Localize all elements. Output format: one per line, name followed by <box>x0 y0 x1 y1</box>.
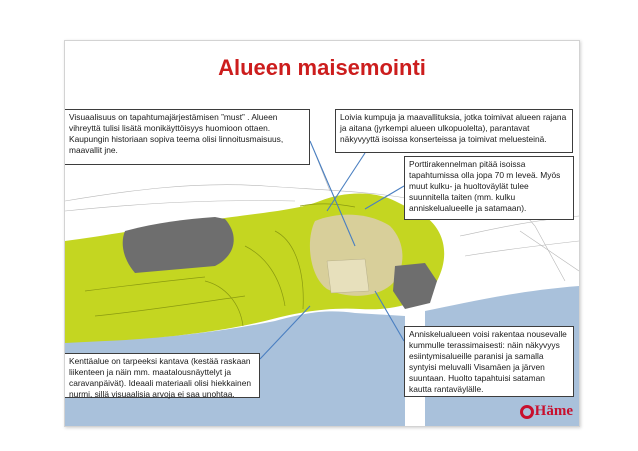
logo-mark-icon <box>520 405 534 419</box>
note-mounds: Loivia kumpuja ja maavallituksia, jotka toimivat alueen rajana ja aitana (jyrkempi alueen ulkopuolelta), parantavat näkyvyyttä isoissa konserteissa ja toimivat meluesteinä. <box>335 109 573 153</box>
note-serving-area: Anniskelualueen voisi rakentaa nousevalle kummulle terassimaisesti: näin näkyvyys esiintymisalueille paranisi ja samalla syntyisi meluvalli Visamäen ja järven suuntaan. Huolto tapahtuisi sataman kautta rantaväylälle. <box>404 326 574 397</box>
note-gate: Porttirakennelman pitää isoissa tapahtumissa olla jopa 70 m leveä. Myös muut kulku‐ ja huoltoväylät tulee suunnitella taiten (mm. kulku anniskelualueelle ja satamaan). <box>404 156 574 220</box>
parking-area <box>327 259 369 293</box>
page-title: Alueen maisemointi <box>218 55 426 80</box>
note-field-area: Kenttäalue on tarpeeksi kantava (kestää raskaan liikenteen ja näin mm. maatalousnäyttelyt ja caravanpäivät). Ideaali materiaali olisi hiekkainen nurmi, sillä visuaalisia arvoja ei saa unohtaa. <box>65 353 260 398</box>
note-visuality: Visuaalisuus on tapahtumajärjestämisen ”must” . Alueen vihreyttä tulisi lisätä monikäyttöisyys huomioon ottaen. Kaupungin historiaan sopiva teema olisi linnoitusmaisuus, maavallit jne. <box>65 109 310 165</box>
hame-logo <box>520 403 573 420</box>
slide <box>64 40 580 427</box>
logo-text: Häme <box>534 403 573 419</box>
